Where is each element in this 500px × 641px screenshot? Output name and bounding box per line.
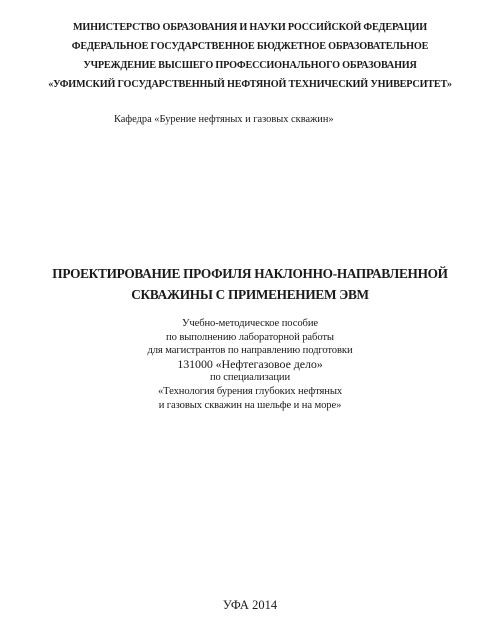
department-name: Кафедра «Бурение нефтяных и газовых скважин»: [114, 114, 334, 125]
header-line: ФЕДЕРАЛЬНОЕ ГОСУДАРСТВЕННОЕ БЮДЖЕТНОЕ ОБРАЗОВАТЕЛЬНОЕ: [71, 41, 429, 52]
description-line: по выполнению лабораторной работы: [166, 331, 334, 343]
header-line: МИНИСТЕРСТВО ОБРАЗОВАНИЯ И НАУКИ РОССИЙСКОЙ ФЕДЕРАЦИИ: [73, 22, 427, 33]
header-line: УЧРЕЖДЕНИЕ ВЫСШЕГО ПРОФЕССИОНАЛЬНОГО ОБРАЗОВАНИЯ: [83, 60, 417, 71]
title-line: ПРОЕКТИРОВАНИЕ ПРОФИЛЯ НАКЛОННО-НАПРАВЛЕННОЙ: [52, 266, 448, 281]
city-year-footer: УФА 2014: [222, 598, 278, 612]
description-line: по специализации: [209, 372, 291, 384]
document-description: [0, 317, 500, 412]
description-line: Учебно-методическое пособие: [181, 318, 319, 329]
title-line: СКВАЖИНЫ С ПРИМЕНЕНИЕМ ЭВМ: [131, 287, 369, 302]
header-line: «УФИМСКИЙ ГОСУДАРСТВЕННЫЙ НЕФТЯНОЙ ТЕХНИЧЕСКИЙ УНИВЕРСИТЕТ»: [48, 79, 452, 90]
description-line: и газовых скважин на шельфе и на море»: [158, 399, 342, 411]
ministry-header: [0, 18, 500, 94]
description-line: 131000 «Нефтегазовое дело»: [177, 356, 323, 371]
document-title: [0, 263, 500, 305]
description-line: для магистрантов по направлению подготовки: [147, 345, 353, 357]
description-line: «Технология бурения глубоких нефтяных: [157, 385, 343, 397]
